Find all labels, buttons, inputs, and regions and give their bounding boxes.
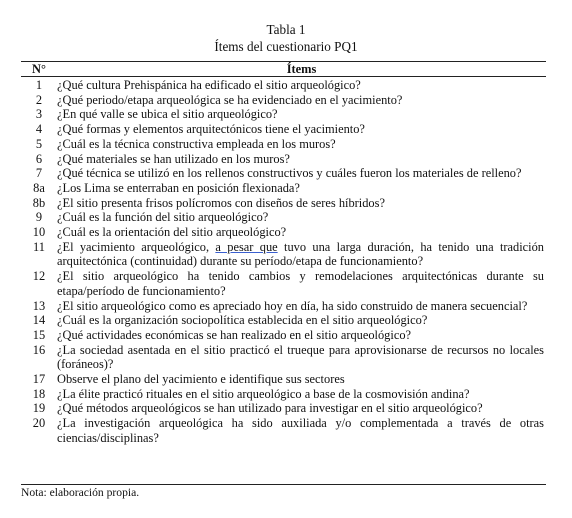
header-items: Ítems xyxy=(57,62,546,77)
row-number: 14 xyxy=(32,313,46,328)
row-question: ¿El sitio presenta frisos polícromos con diseños de seres híbridos? xyxy=(57,195,385,210)
row-number: 9 xyxy=(35,210,43,225)
table-row xyxy=(21,401,546,416)
table-row xyxy=(21,181,546,196)
table-row xyxy=(21,416,546,445)
table-row xyxy=(21,137,546,152)
table-title: Ítems del cuestionario PQ1 xyxy=(214,39,358,54)
table-row xyxy=(21,107,546,122)
row-question: ¿Los Lima se enterraban en posición flexionada? xyxy=(57,180,300,195)
row-number: 1 xyxy=(35,78,43,92)
row-number: 8b xyxy=(32,195,46,210)
row-number: 19 xyxy=(32,401,46,416)
row-number: 10 xyxy=(32,225,46,240)
row-number: 5 xyxy=(35,136,43,151)
row-number: 4 xyxy=(35,122,43,137)
row-question: ¿Cuál es la organización sociopolítica establecida en el sitio arqueológico? xyxy=(57,313,428,328)
row-number: 11 xyxy=(33,239,45,254)
row-question: ¿Qué técnica se utilizó en los rellenos constructivos y cuáles fueron los materiales de relleno? xyxy=(57,166,522,181)
table-row xyxy=(21,269,546,298)
table-row xyxy=(21,240,546,269)
row-question: ¿Qué cultura Prehispánica ha edificado el sitio arqueológico? xyxy=(57,78,361,92)
row-question: ¿Cuál es la orientación del sitio arqueológico? xyxy=(57,225,287,240)
table-row xyxy=(21,77,546,93)
row-question: ¿Cuál es la función del sitio arqueológico? xyxy=(57,210,269,225)
row-number: 3 xyxy=(35,107,43,122)
row-question: ¿El sitio arqueológico como es apreciado hoy en día, ha sido construido de manera secuencial? xyxy=(57,298,528,313)
row-question: ¿Qué formas y elementos arquitectónicos tiene el yacimiento? xyxy=(57,122,365,137)
row-question: ¿Qué métodos arqueológicos se han utilizado para investigar en el sitio arqueológico? xyxy=(57,401,483,416)
table-header-row xyxy=(21,62,546,77)
table-row xyxy=(21,122,546,137)
row-number: 8a xyxy=(33,180,45,195)
row-number: 7 xyxy=(35,166,43,181)
row-number: 15 xyxy=(32,327,46,342)
table-row xyxy=(21,225,546,240)
table-caption xyxy=(0,21,572,55)
table-row xyxy=(21,196,546,211)
table-row xyxy=(21,299,546,314)
row-question-start: ¿El yacimiento arqueológico, xyxy=(57,239,216,254)
row-number: 20 xyxy=(32,416,46,431)
row-question xyxy=(57,240,546,269)
header-number: N° xyxy=(21,62,57,77)
table-row xyxy=(21,313,546,328)
table-row xyxy=(21,328,546,343)
row-question: ¿Qué periodo/etapa arqueológica se ha evidenciado en el yacimiento? xyxy=(57,92,403,107)
row-question-end: tuvo una larga duración, ha tenido una tradición arquitectónica (continuidad) durante su período/etapa de funcionamiento? xyxy=(57,239,544,269)
table-number: Tabla 1 xyxy=(266,22,306,37)
row-question: ¿Qué actividades económicas se han realizado en el sitio arqueológico? xyxy=(57,327,412,342)
table-bottom-rule xyxy=(21,484,546,485)
questionnaire-table xyxy=(21,61,546,446)
table-row xyxy=(21,166,546,181)
table-row xyxy=(21,210,546,225)
row-question: ¿La élite practicó rituales en el sitio arqueológico a base de la cosmovisión andina? xyxy=(57,386,470,401)
row-question: ¿La sociedad asentada en el sitio practicó el trueque para aprovisionarse de recursos no locales (foráneos)? xyxy=(57,342,544,372)
row-number: 16 xyxy=(32,342,46,357)
table-note: Nota: elaboración propia. xyxy=(21,486,140,499)
row-question: ¿Qué materiales se han utilizado en los muros? xyxy=(57,151,290,166)
row-number: 12 xyxy=(32,269,46,284)
row-number: 17 xyxy=(32,372,46,387)
row-number: 18 xyxy=(32,386,46,401)
row-question: ¿Cuál es la técnica constructiva empleada en los muros? xyxy=(57,136,336,151)
row-question: Observe el plano del yacimiento e identifique sus sectores xyxy=(57,372,345,387)
row-number: 13 xyxy=(32,298,46,313)
table-row xyxy=(21,93,546,108)
row-number: 6 xyxy=(35,151,43,166)
row-question: ¿El sitio arqueológico ha tenido cambios y remodelaciones arquitectónicas durante su etapa/período de funcionamiento? xyxy=(57,269,544,298)
row-question: ¿En qué valle se ubica el sitio arqueológico? xyxy=(57,107,278,122)
table-row xyxy=(21,372,546,387)
row-question: ¿La investigación arqueológica ha sido auxiliada y/o complementada a través de otras ciencias/disciplinas? xyxy=(57,416,544,445)
table-row xyxy=(21,387,546,402)
row-number: 2 xyxy=(35,92,43,107)
table-row xyxy=(21,343,546,372)
table-row xyxy=(21,152,546,167)
underlined-phrase: a pesar que xyxy=(215,239,278,254)
